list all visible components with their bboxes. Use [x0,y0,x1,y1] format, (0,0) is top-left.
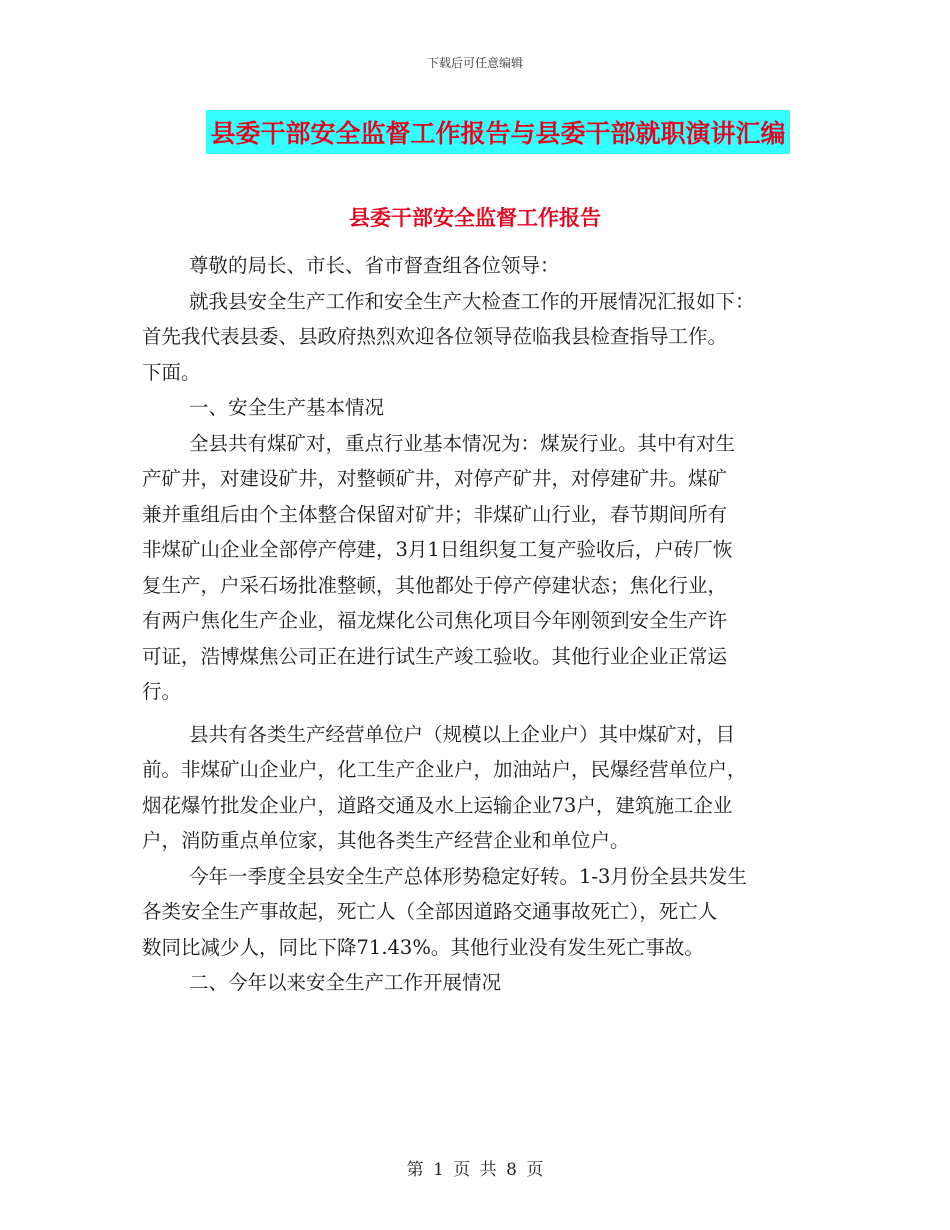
body-line: 前。非煤矿山企业户，化工生产企业户，加油站户，民爆经营单位户， [142,758,747,781]
document-body [142,248,810,1001]
document-main-title: 县委干部安全监督工作报告与县委干部就职演讲汇编 [206,110,789,154]
salutation-line: 尊敬的局长、市长、省市督查组各位领导： [189,254,560,277]
body-line: 就我县安全生产工作和安全生产大检查工作的开展情况汇报如下： [189,289,755,313]
body-line: 各类安全生产事故起，死亡人（全部因道路交通事故死亡），死亡人 [142,900,718,923]
body-line: 烟花爆竹批发企业户，道路交通及水上运输企业73户，建筑施工企业 [142,793,733,817]
body-line: 县共有各类生产经营单位户（规模以上企业户）其中煤矿对，目 [189,722,736,746]
paragraph-gap [142,710,810,717]
page-header-note: 下载后可任意编辑 [426,56,523,70]
body-line: 今年一季度全县安全生产总体形势稳定好转。1-3月份全县共发生 [189,864,747,888]
section-heading-2: 二、今年以来安全生产工作开展情况 [189,971,502,994]
body-line: 数同比减少人，同比下降71.43%。其他行业没有发生死亡事故。 [142,935,704,959]
body-line: 兼并重组后由个主体整合保留对矿井；非煤矿山行业，春节期间所有 [142,502,728,526]
body-line: 行。 [142,680,182,703]
body-line: 有两户焦化生产企业，福龙煤化公司焦化项目今年刚领到安全生产许 [142,609,728,632]
body-line: 复生产，户采石场批准整顿，其他都处于停产停建状态；焦化行业， [142,573,728,597]
page-number-footer: 第 1 页 共 8 页 [406,1160,544,1180]
section-title: 县委干部安全监督工作报告 [349,205,601,230]
body-line: 可证，浩博煤焦公司正在进行试生产竣工验收。其他行业企业正常运 [142,644,728,668]
section-heading-1: 一、安全生产基本情况 [189,396,385,419]
body-line: 下面。 [142,360,201,384]
body-line: 全县共有煤矿对，重点行业基本情况为：煤炭行业。其中有对生 [189,431,736,455]
body-line: 产矿井，对建设矿井，对整顿矿井，对停产矿井，对停建矿井。煤矿 [142,467,728,490]
main-title-container [0,110,950,154]
body-line: 户，消防重点单位家，其他各类生产经营企业和单位户。 [142,829,630,852]
body-line: 首先我代表县委、县政府热烈欢迎各位领导莅临我县检查指导工作。 [142,325,728,348]
body-line: 非煤矿山企业全部停产停建，3月1日组织复工复产验收后，户砖厂恢 [142,538,733,561]
